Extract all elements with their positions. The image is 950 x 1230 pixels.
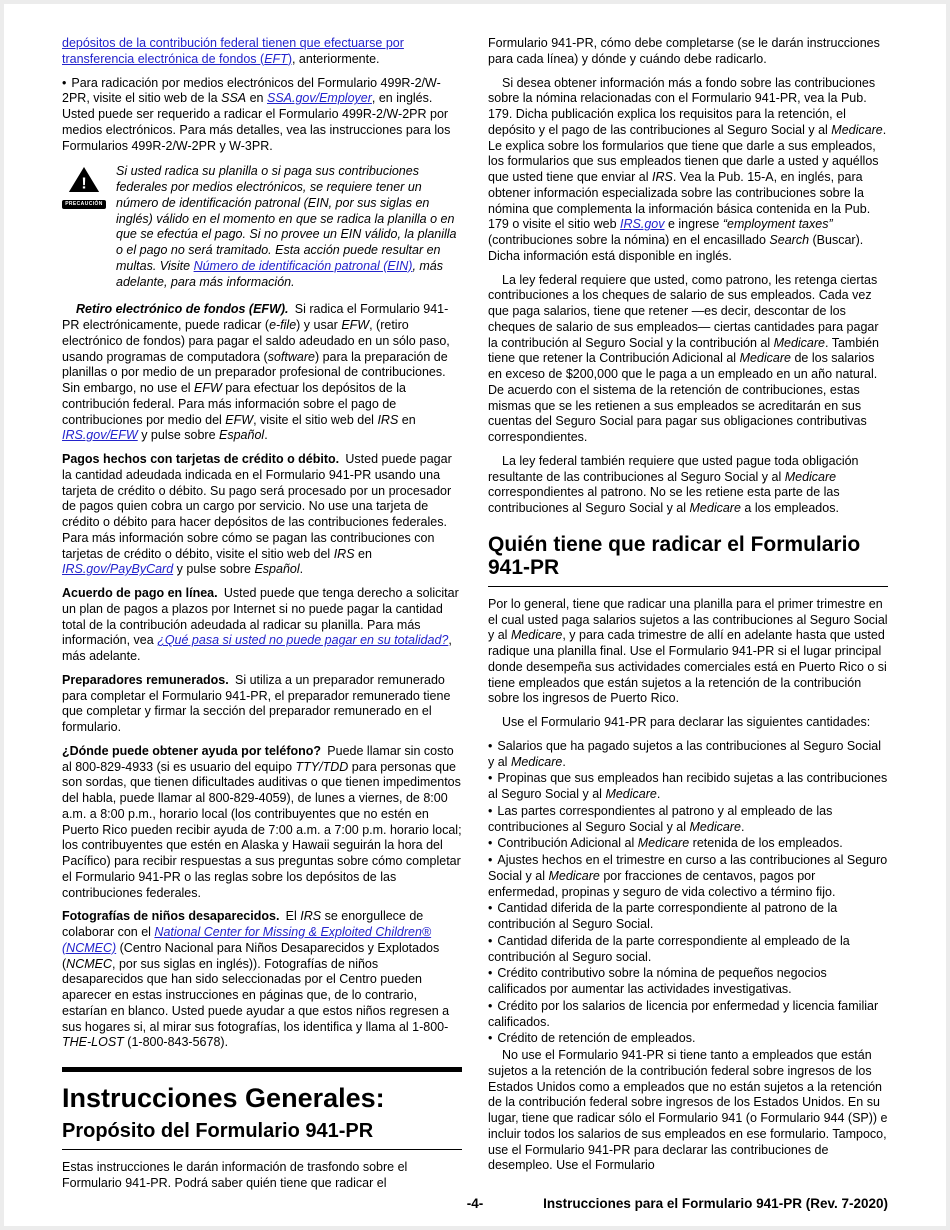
text-segment: Cantidad diferida de la parte correspondiente al patrono de la contribución al Seguro Social.: [488, 901, 838, 932]
text-segment: para efectuar los depósitos de la contribución federal. Para más información sobre el pago de contribuciones por medio del: [62, 381, 406, 427]
paragraph: [62, 452, 462, 578]
page-number: -4-: [466, 1196, 484, 1211]
text-segment: Formulario 941-PR, cómo debe completarse (se le darán instrucciones para cada línea) y dónde y cuándo debe radicarlo.: [488, 36, 880, 66]
text-segment: TTY/TDD: [295, 759, 349, 774]
text-segment: Ajustes hechos en el trimestre en curso a las contribuciones al Seguro Social y al: [488, 853, 888, 883]
inline-link[interactable]: ¿Qué pasa si usted no puede pagar en su totalidad?: [157, 633, 449, 648]
paragraph: [488, 715, 888, 731]
text-segment: EFW: [194, 381, 222, 395]
text-segment: (Centro Nacional para Niños Desaparecidos y Explotados (: [62, 940, 440, 971]
text-segment: Crédito contributivo sobre la nómina de pequeños negocios calificados por aumentar las actividades investigativas.: [488, 966, 827, 997]
paragraph: [488, 76, 888, 265]
text-segment: Medicare: [831, 122, 883, 137]
inline-link[interactable]: IRS.gov: [620, 217, 665, 232]
caution-text: [116, 164, 462, 290]
text-segment: por fracciones de centavos, pagos por enfermedad, propinas y seguro de vida colectivo a término fijo.: [488, 868, 836, 899]
bullet-icon: •: [488, 853, 493, 868]
paragraph: [488, 273, 888, 446]
text-segment: THE-LOST: [62, 1035, 124, 1050]
inline-link[interactable]: depósitos de la contribución federal tienen que efectuarse por transferencia electrónica de fondos (: [62, 36, 404, 66]
paragraph: [62, 909, 462, 1051]
text-segment: EFW: [341, 318, 370, 332]
text-segment: en: [246, 91, 267, 106]
text-segment: retenida de los empleados.: [689, 836, 843, 851]
inline-link[interactable]: EFT: [264, 51, 288, 66]
bullet-item: [488, 934, 888, 966]
footer-doc-title: Instrucciones para el Formulario 941-PR (Rev. 7-2020): [543, 1196, 888, 1211]
bullet-item: [488, 739, 888, 771]
paragraph: [488, 454, 888, 517]
bullet-item: [488, 999, 888, 1031]
text-segment: Si utiliza a un preparador remunerado para completar el Formulario 941-PR, el preparador remunerado tiene que completar y firmar la sección del preparador remunerado en el formulario.: [62, 672, 451, 734]
text-segment: ) para la preparación de planillas o por medio de un preparador profesional de contribuciones. Sin embargo, no use el: [62, 349, 448, 395]
text-segment: Medicare: [637, 836, 690, 851]
bullet-item: [488, 853, 888, 900]
text-segment: en: [398, 412, 416, 427]
bullet-item: [488, 836, 888, 852]
bullet-item: [62, 76, 462, 155]
text-segment: , y para cada trimestre de allí en adelante hasta que usted radique una planilla final. Use el Formulario 941-PR si el lugar principal donde desempeña sus actividades comerciales está en Puerto Rico o si tiene empleados que están sujetos a la retención de la contribución sobre los ingresos de Puerto Rico.: [488, 628, 887, 706]
text-segment: Para radicación por medios electrónicos del Formulario 499R-2/W-2PR, visite el sitio web de la: [62, 75, 441, 106]
text-segment: EFW: [225, 412, 254, 427]
text-segment: Crédito por los salarios de licencia por enfermedad y licencia familiar calificados.: [488, 998, 879, 1029]
text-segment: ) y usar: [296, 318, 342, 332]
text-segment: Fotografías de niños desaparecidos.: [62, 909, 280, 924]
inline-link[interactable]: Número de identificación patronal (EIN): [193, 258, 413, 273]
subsection-heading: Quién tiene que radicar el Formulario 941-PR: [488, 533, 888, 587]
text-segment: Usted puede que tenga derecho a solicitar un plan de pagos a plazos por Internet si no puede pagar la cantidad total de la contribución adeudada al radicar su planilla. Para más información, vea: [62, 586, 459, 648]
text-segment: correspondientes al patrono. No se les retiene esta parte de las contribuciones al Seguro Social y al: [488, 485, 840, 515]
text-segment: La ley federal también requiere que usted pague toda obligación resultante de las contribuciones al Seguro Social y al: [488, 453, 859, 484]
text-segment: Search: [769, 233, 810, 247]
section-heading: Instrucciones Generales:: [62, 1067, 462, 1112]
text-segment: Use el Formulario 941-PR para declarar las siguientes cantidades:: [502, 715, 871, 730]
text-segment: Español: [219, 428, 265, 443]
two-column-layout: [62, 36, 888, 1200]
text-segment: y pulse sobre: [137, 428, 220, 443]
caution-icon: [62, 164, 106, 290]
text-segment: Medicare: [510, 628, 563, 643]
text-segment: IRS: [333, 546, 355, 561]
bullet-item: [488, 771, 888, 803]
bullet-icon: •: [488, 901, 493, 916]
column-left: [62, 36, 462, 1200]
bullet-icon: •: [488, 998, 493, 1013]
inline-link[interactable]: National Center for Missing & Exploited Children® (NCMEC): [62, 925, 432, 955]
bullet-icon: •: [488, 1031, 493, 1046]
text-segment: , más adelante.: [62, 633, 452, 663]
bullet-icon: •: [488, 933, 493, 948]
text-segment: Si desea obtener información más a fondo sobre las contribuciones sobre la nómina relacionadas con el Formulario 941-PR, vea la Pub. 179. Dicha publicación explica los requisitos para la retención, el depósito y el pago de las contribuciones al Seguro Social y al: [488, 75, 876, 137]
text-segment: .: [656, 787, 661, 802]
text-segment: . También tiene que retener la Contribución Adicional al: [488, 335, 879, 366]
text-segment: NCMEC: [66, 956, 113, 971]
paragraph: [62, 36, 462, 68]
text-segment: . Le explica sobre los formularios que tiene que darle a sus empleados, los formularios que sus empleados tienen que darle a usted y aquéllos que usted tiene que enviar al: [488, 122, 887, 184]
paragraph: [62, 673, 462, 736]
text-segment: Medicare: [548, 868, 600, 883]
text-segment: Medicare: [510, 754, 563, 769]
text-segment: IRS: [377, 412, 399, 427]
text-segment: .: [299, 562, 304, 577]
text-segment: Salarios que ha pagado sujetos a las contribuciones al Seguro Social y al: [488, 738, 881, 769]
inline-link[interactable]: ): [287, 51, 292, 66]
text-segment: Acuerdo de pago en línea.: [62, 586, 218, 600]
inline-link[interactable]: SSA.gov/Employer: [266, 91, 372, 106]
text-segment: e ingrese: [664, 217, 723, 232]
paragraph: [488, 1048, 888, 1174]
text-segment: .: [562, 754, 566, 769]
paragraph: [62, 586, 462, 665]
text-segment: (1-800-843-5678).: [123, 1035, 229, 1050]
text-segment: se enorgullece de colaborar con el: [62, 909, 424, 939]
text-segment: Puede llamar sin costo al 800-829-4933 (si es usuario del equipo: [62, 743, 454, 774]
text-segment: de los salarios en exceso de $200,000 que le paga a un empleado en un año natural. De acuerdo con el sistema de la retención de contribuciones, estas mismas que se les retienen a sus empleados se acreditarán en sus cuentas del Seguro Social para pagar sus obligaciones contributivas correspondientes.: [488, 351, 878, 444]
text-segment: Preparadores remunerados.: [62, 672, 229, 687]
text-segment: Retiro electrónico de fondos (EFW).: [76, 302, 289, 317]
text-segment: Cantidad diferida de la parte correspondiente al empleado de la contribución al Seguro social.: [488, 933, 850, 964]
text-segment: “employment taxes”: [722, 217, 833, 232]
text-segment: Español: [254, 562, 300, 577]
text-segment: Por lo general, tiene que radicar una planilla para el primer trimestre en el cual usted paga salarios sujetos a las contribuciones al Seguro Social y al: [488, 596, 888, 643]
paragraph: [488, 597, 888, 707]
text-segment: Contribución Adicional al: [497, 836, 638, 851]
bullet-item: [488, 1031, 888, 1047]
text-segment: La ley federal requiere que usted, como patrono, les retenga ciertas contribuciones a los cheques de salario de sus empleados. Cada vez que paga salarios, tiene que retener —es decir, descontar de los cheques de salario de sus empleados— ciertas cantidades para pagar la contribución al Seguro Social y la contribución al: [488, 272, 879, 350]
text-segment: Usted puede pagar la cantidad adeudada indicada en el Formulario 941-PR usando una tarjeta de crédito o débito. Su pago será procesado por un procesador de pagos quien cobra un cargo por servicio. No use una tarjeta de crédito o débito para hacer depósitos de las contribuciones federales. Para más información sobre cómo se pagan las contribuciones con tarjetas de crédito o débito, visite el sitio web del: [62, 452, 452, 561]
text-segment: , en inglés. Usted puede ser requerido a radicar el Formulario 499R-2/W-2PR por medios electrónicos. Para más detalles, vea las instrucciones para los Formularios 499R-2/W-2PR y W-3PR.: [62, 91, 451, 153]
text-segment: Crédito de retención de empleados.: [497, 1031, 696, 1046]
text-segment: Medicare: [784, 469, 837, 484]
paragraph: [62, 744, 462, 902]
bullet-icon: •: [488, 836, 493, 851]
text-segment: , (retiro electrónico de fondos) para pagar el saldo adeudado en un sólo paso, usando programas de computadora (: [62, 318, 450, 364]
text-segment: (Buscar). Dicha información está disponible en inglés.: [488, 233, 864, 263]
bullet-icon: •: [488, 803, 493, 818]
bullet-item: [488, 804, 888, 836]
text-segment: , por sus siglas en inglés)). Fotografías de niños desaparecidos que han sido seleccionadas por el Centro pueden aparecer en estas instrucciones en páginas que, de lo contrario, estarían en blanco. Usted puede ayudar a que estos niños regresen a sus hogares si, al mirar sus fotografías, los identifica y llama al 1-800-: [62, 956, 450, 1034]
text-segment: El: [279, 909, 301, 924]
text-segment: , visite el sitio web del: [253, 412, 378, 427]
inline-link[interactable]: IRS.gov/EFW: [62, 428, 138, 443]
text-segment: Medicare: [739, 351, 791, 366]
text-segment: (contribuciones sobre la nómina) en el encasillado: [488, 233, 770, 247]
text-segment: y pulse sobre: [173, 562, 255, 577]
text-segment: ¿Dónde puede obtener ayuda por teléfono?: [62, 743, 322, 758]
text-segment: Si radica el Formulario 941-PR electrónicamente, puede radicar (: [62, 302, 449, 332]
bullet-icon: •: [488, 738, 493, 753]
text-segment: SSA: [221, 91, 247, 106]
subsection-heading: Propósito del Formulario 941-PR: [62, 1120, 462, 1150]
text-segment: Estas instrucciones le darán información de trasfondo sobre el Formulario 941-PR. Podrá saber quién tiene que radicar el: [62, 1160, 408, 1191]
inline-link[interactable]: IRS.gov/PayByCard: [62, 562, 174, 577]
bullet-item: [488, 901, 888, 933]
text-segment: Medicare: [773, 335, 825, 350]
text-segment: IRS: [300, 909, 322, 924]
text-segment: Pagos hechos con tarjetas de crédito o débito.: [62, 452, 340, 466]
paragraph: [488, 36, 888, 68]
bullet-icon: •: [488, 771, 493, 786]
text-segment: Medicare: [605, 787, 657, 802]
svg-text:!: !: [81, 175, 87, 193]
text-segment: .: [740, 819, 745, 834]
text-segment: . Vea la Pub. 15-A, en inglés, para obtener información especializada sobre las contribuciones sobre la nómina que complementa la información básica contenida en la Pub. 179 o visite el sitio web: [488, 170, 871, 232]
text-segment: Propinas que sus empleados han recibido sujetas a las contribuciones al Seguro Social y al: [488, 771, 888, 802]
text-segment: para personas que son sordas, que tienen dificultades auditivas o que tienen impedimentos del habla, puede llamar al 800-829-4059), de lunes a viernes, de 8:00 a.m. a 8:00 p.m., horario local (los contribuyentes que no estén en Puerto Rico pueden recibir ayuda de 7:00 a.m. a 7:00 p.m. horario local; los contribuyentes que estén en Alaska y Hawaii seguirán la hora del Pacífico) para recibir respuestas a sus preguntas sobre cómo completar el Formulario 941-PR o las reglas sobre los depósitos de las contribuciones federales.: [62, 759, 462, 900]
text-segment: Las partes correspondientes al patrono y al empleado de las contribuciones al Seguro Social y al: [488, 803, 833, 834]
bullet-icon: •: [488, 966, 493, 981]
text-segment: .: [264, 428, 268, 443]
text-segment: Medicare: [689, 819, 741, 834]
text-segment: Si usted radica su planilla o si paga sus contribuciones federales por medios electrónicos, se requiere tener un número de identificación patronal (EIN, por sus siglas en inglés) válido en el momento en que se radica la planilla o en que se efectúa el pago. Si no provee un EIN válido, la planilla o el pago no será tramitado. Esta acción puede resultar en multas. Visite: [116, 164, 457, 273]
text-segment: e-file: [269, 318, 297, 332]
paragraph: [62, 302, 462, 444]
text-segment: , anteriormente.: [291, 51, 380, 66]
text-segment: , más adelante, para más información.: [116, 258, 443, 289]
bullet-item: [488, 966, 888, 998]
bullet-icon: •: [62, 75, 67, 90]
text-segment: No use el Formulario 941-PR si tiene tanto a empleados que están sujetos a la retención de la contribución federal sobre ingresos de los Estados Unidos como a empleados que no están sujetos a la retención de la contribución federal sobre ingresos de los Estados Unidos. En su lugar, tiene que radicar sólo el Formulario 941 (o Formulario 944 (SP)) e incluir todos los salarios de sus empleados en ese formulario. Tampoco, use el Formulario 941-PR para declarar las contribuciones de desempleo. Use el Formulario: [488, 1048, 888, 1173]
column-right: [488, 36, 888, 1200]
text-segment: Medicare: [689, 501, 741, 515]
text-segment: a los empleados.: [740, 501, 839, 515]
caution-box: [62, 164, 462, 290]
caution-icon-label: PRECAUCIÓN: [62, 200, 106, 208]
text-segment: software: [267, 349, 315, 364]
text-segment: en: [354, 546, 372, 561]
page-footer: [62, 1196, 888, 1214]
text-segment: IRS: [652, 170, 673, 184]
paragraph: [62, 1160, 462, 1192]
